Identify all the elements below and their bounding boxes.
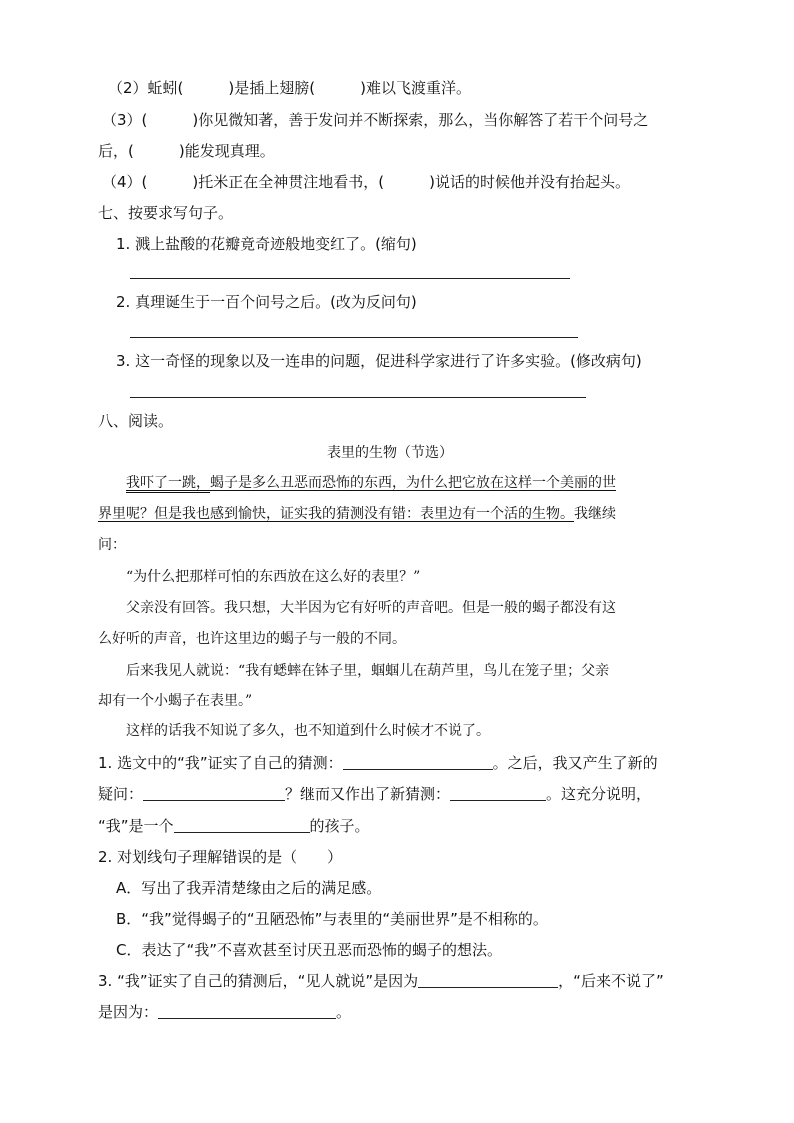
answer-blank-4[interactable] — [174, 816, 310, 833]
passage-title: 表里的生物（节选） — [327, 445, 453, 461]
question-text: 的孩子。 — [309, 817, 370, 835]
question-text: ，“后来不说了” — [558, 972, 664, 990]
q7-answer-line-1[interactable] — [130, 278, 570, 279]
q8-heading: 八、阅读。 — [98, 412, 174, 430]
question-text: 。之后，我又产生了新的 — [492, 754, 658, 772]
passage-paragraph-5: 这样的话我不知说了多久，也不知道到什么时候才不说了。 — [126, 723, 490, 739]
answer-blank-3[interactable] — [450, 784, 546, 801]
question-text: 。 — [336, 1003, 352, 1021]
q7-heading: 七、按要求写句子。 — [98, 204, 234, 222]
passage-text: 我继续 — [574, 506, 616, 522]
passage-paragraph-4-line2: 却有一个小蝎子在表里。” — [98, 693, 253, 709]
reading-question-1-line2 — [98, 783, 651, 804]
passage-paragraph-3-line2: 么好听的声音，也许这里边的蝎子与一般的不同。 — [98, 631, 406, 647]
q7-sentence-3: 3. 这一奇怪的现象以及一连串的问题，促进科学家进行了许多实验。(修改病句) — [116, 352, 642, 370]
passage-paragraph-4-line1: 后来我见人就说：“我有蟋蟀在钵子里，蝈蝈儿在葫芦里，鸟儿在笼子里；父亲 — [126, 663, 610, 679]
underlined-sentence-part1: 蝎子是多么丑恶而恐怖的东西， — [210, 475, 406, 491]
q6-item-4: （4）( )托米正在全神贯注地看书，( )说话的时候他并没有抬起头。 — [102, 173, 630, 191]
passage-paragraph-1-line1 — [126, 472, 616, 492]
passage-paragraph-2: “为什么把那样可怕的东西放在这么好的表里？” — [126, 569, 421, 585]
answer-blank-2[interactable] — [143, 784, 285, 801]
question-text: 1. 选文中的“我”证实了自己的猜测： — [98, 754, 343, 772]
answer-blank-1[interactable] — [343, 753, 493, 770]
q7-answer-line-2[interactable] — [130, 337, 578, 338]
question-text: 疑问： — [98, 785, 144, 803]
q6-item-3-line1: （3）( )你见微知著，善于发问并不断探索，那么，当你解答了若干个问号之 — [102, 111, 649, 129]
underlined-sentence-part2: 为什么把它放在这样一个美丽的世 — [406, 475, 616, 491]
double-underlined-text: 我吓了一跳， — [126, 475, 210, 491]
question-text: 。这充分说明， — [546, 785, 652, 803]
passage-paragraph-1-line3: 问： — [98, 537, 126, 553]
answer-blank-5[interactable] — [418, 971, 558, 988]
passage-paragraph-3-line1: 父亲没有回答。我只想，大半因为它有好听的声音吧。但是一般的蝎子都没有这 — [126, 600, 616, 616]
q7-answer-line-3[interactable] — [130, 397, 586, 398]
option-a[interactable]: A．写出了我弄清楚缘由之后的满足感。 — [116, 879, 382, 897]
reading-question-1-line1 — [98, 752, 658, 773]
reading-question-3-line1 — [98, 970, 664, 991]
passage-paragraph-1-line2 — [98, 503, 616, 523]
q7-sentence-1: 1. 溅上盐酸的花瓣竟奇迹般地变红了。(缩句) — [116, 235, 417, 253]
reading-question-1-line3 — [98, 815, 370, 836]
question-text: ？继而又作出了新猜测： — [285, 785, 451, 803]
option-b[interactable]: B．“我”觉得蝎子的“丑陋恐怖”与表里的“美丽世界”是不相称的。 — [116, 910, 548, 928]
question-text: 是因为： — [98, 1003, 159, 1021]
question-text: “我”是一个 — [98, 817, 174, 835]
q6-item-3-line2: 后，( )能发现真理。 — [98, 142, 275, 160]
q7-sentence-2: 2. 真理诞生于一百个问号之后。(改为反问句) — [116, 293, 417, 311]
question-text: 3. “我”证实了自己的猜测后，“见人就说”是因为 — [98, 972, 419, 990]
q6-item-2: （2）蚯蚓( )是插上翅膀( )难以飞渡重洋。 — [108, 79, 471, 97]
reading-question-3-line2 — [98, 1001, 351, 1022]
answer-blank-6[interactable] — [158, 1002, 336, 1019]
option-c[interactable]: C．表达了“我”不喜欢甚至讨厌丑恶而恐怖的蝎子的想法。 — [116, 941, 503, 959]
reading-question-2: 2. 对划线句子理解错误的是（ ） — [98, 848, 343, 866]
underlined-sentence-part3: 界里呢？但是我也感到愉快，证实我的猜测没有错：表里边有一个活的生物。 — [98, 506, 574, 522]
